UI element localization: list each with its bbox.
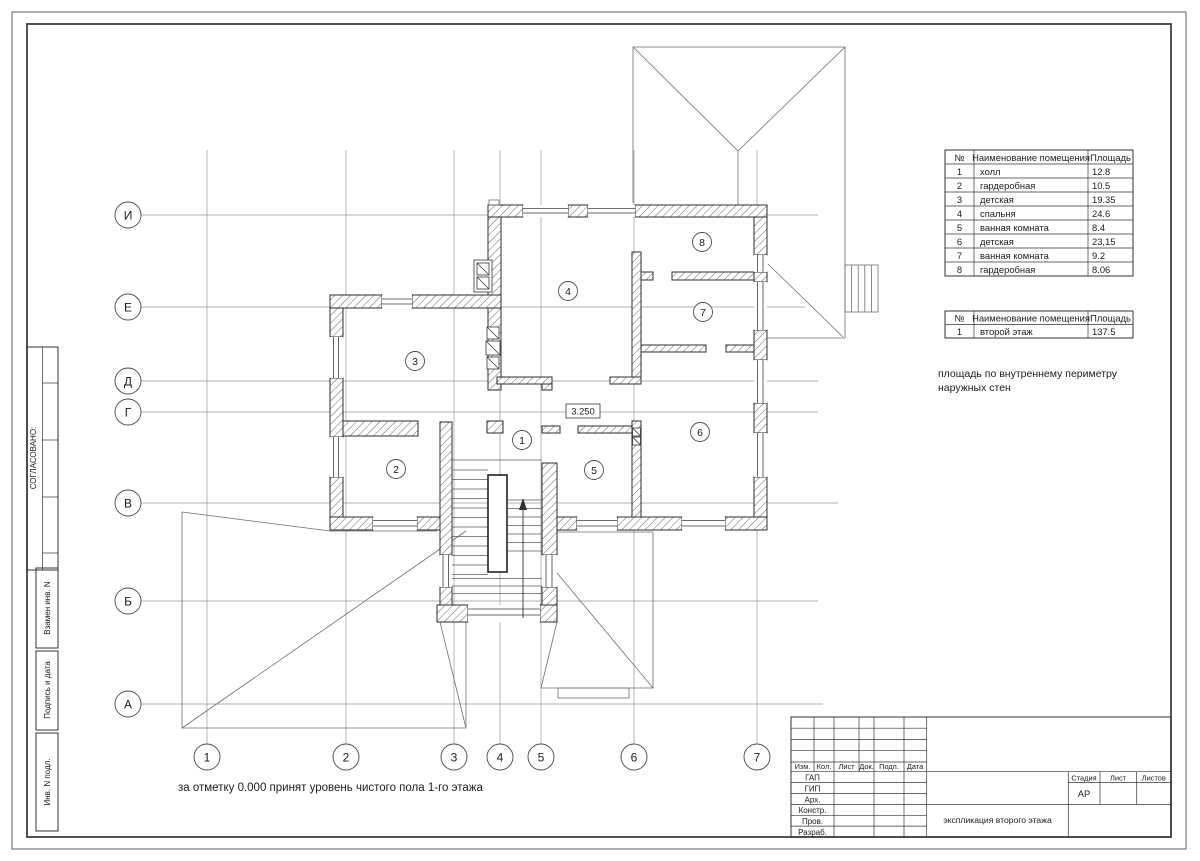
elevation-value: 3.250 [571, 405, 595, 417]
row-name: гардеробная [980, 264, 1036, 275]
room-5: 5 [591, 464, 597, 477]
axis-row-e: Е [123, 300, 133, 315]
room-6: 6 [697, 426, 703, 439]
row-area: 8.4 [1092, 222, 1106, 233]
left-margin-tables [27, 347, 58, 831]
row-name: детская [980, 194, 1014, 205]
roof-outlines [182, 47, 878, 728]
stamp-role-gip: ГИП [804, 784, 821, 794]
axis-col-7: 7 [753, 750, 761, 765]
axis-row-v: В [123, 496, 133, 511]
floor-total-table [945, 311, 1133, 338]
stamp-sheets-col: Листов [1141, 773, 1166, 783]
axis-row-a: А [123, 697, 133, 712]
stamp-col-dok: Док. [859, 762, 874, 771]
total-row-num: 1 [956, 326, 963, 337]
row-name: холл [980, 166, 1001, 177]
total-row-name: второй этаж [980, 326, 1033, 337]
row-name: гардеробная [980, 180, 1036, 191]
schedule-rows [957, 166, 1116, 275]
room-7: 7 [700, 306, 706, 319]
row-area: 23,15 [1092, 236, 1116, 247]
row-num: 2 [956, 180, 963, 191]
row-name: детская [980, 236, 1014, 247]
row-num: 6 [956, 236, 963, 247]
datum-note: за отметку 0.000 принят уровень чистого пола 1-го этажа [178, 782, 483, 794]
elevation-mark [566, 404, 600, 418]
windows [330, 205, 767, 622]
axis-row-b: Б [124, 594, 132, 609]
approved-label: СОГЛАСОВАНО: [29, 426, 38, 490]
axis-row-i: И [123, 208, 133, 223]
row-name: спальня [980, 208, 1016, 219]
axis-row-d: Д [123, 374, 133, 389]
area-note-line1: площадь по внутреннему периметру [938, 368, 1117, 380]
stamp-role-razrab: Разраб. [798, 827, 827, 837]
axis-col-2: 2 [342, 750, 350, 765]
axis-col-3: 3 [450, 750, 458, 765]
row-num: 7 [956, 250, 963, 261]
room-3: 3 [412, 355, 418, 368]
room-2: 2 [393, 463, 399, 476]
staircase [452, 460, 542, 618]
stamp-col-podp: Подп. [879, 762, 899, 771]
stamp-col-kol: Кол. [816, 762, 832, 771]
stamp-doc-title: экспликация второго этажа [943, 815, 1052, 825]
row-name: ванная комната [980, 250, 1049, 261]
stamp-role-gap: ГАП [805, 773, 820, 783]
schedule-header-num: № [954, 152, 965, 163]
room-1: 1 [519, 434, 525, 447]
stamp-role-prov: Пров. [801, 817, 824, 826]
total-row-area: 137.5 [1092, 326, 1116, 337]
stamp-col-list: Лист [838, 762, 855, 771]
row-num: 5 [956, 222, 963, 233]
row-area: 8.06 [1092, 264, 1111, 275]
axis-col-1: 1 [203, 750, 211, 765]
row-area: 12.8 [1092, 166, 1111, 177]
axis-col-6: 6 [630, 750, 638, 765]
schedule-header-area: Площадь [1090, 152, 1131, 163]
axis-col-5: 5 [537, 750, 545, 765]
room-8: 8 [699, 236, 705, 249]
total-header-num: № [954, 312, 965, 324]
room-schedule-table [945, 150, 1133, 276]
title-block [791, 717, 1171, 837]
row-name: ванная комната [980, 222, 1049, 233]
stamp-sheet-col: Лист [1109, 773, 1127, 783]
schedule-header-name: Наименование помещения [972, 152, 1090, 163]
inv-num-label: Инв. N подл. [43, 758, 52, 806]
row-num: 3 [956, 194, 963, 205]
row-area: 19.35 [1092, 194, 1116, 205]
row-num: 1 [956, 166, 963, 177]
stamp-col-izm: Изм. [794, 762, 811, 771]
stamp-role-konstr: Констр. [798, 806, 827, 816]
row-area: 24.6 [1092, 208, 1111, 219]
total-header-area: Площадь [1090, 312, 1131, 324]
replace-inv-label: Взамен инв. N [43, 581, 52, 635]
sign-date-label: Подпись и дата [43, 661, 52, 719]
row-area: 10.5 [1092, 180, 1111, 191]
notes [178, 368, 1118, 794]
axis-col-4: 4 [496, 750, 504, 765]
stamp-col-data: Дата [906, 762, 924, 771]
stamp-stage-value: АР [1077, 788, 1091, 799]
row-num: 4 [956, 208, 963, 219]
room-4: 4 [565, 285, 571, 298]
stair-direction-arrow [519, 498, 527, 618]
stamp-role-arh: Арх. [804, 795, 821, 805]
row-num: 8 [956, 264, 963, 275]
room-numbers [387, 233, 713, 480]
axis-row-g: Г [124, 405, 132, 420]
row-area: 9.2 [1092, 250, 1106, 261]
total-header-name: Наименование помещения [972, 312, 1090, 324]
area-note-line2: наружных стен [938, 382, 1011, 394]
stamp-stage-col: Стадия [1071, 773, 1097, 783]
